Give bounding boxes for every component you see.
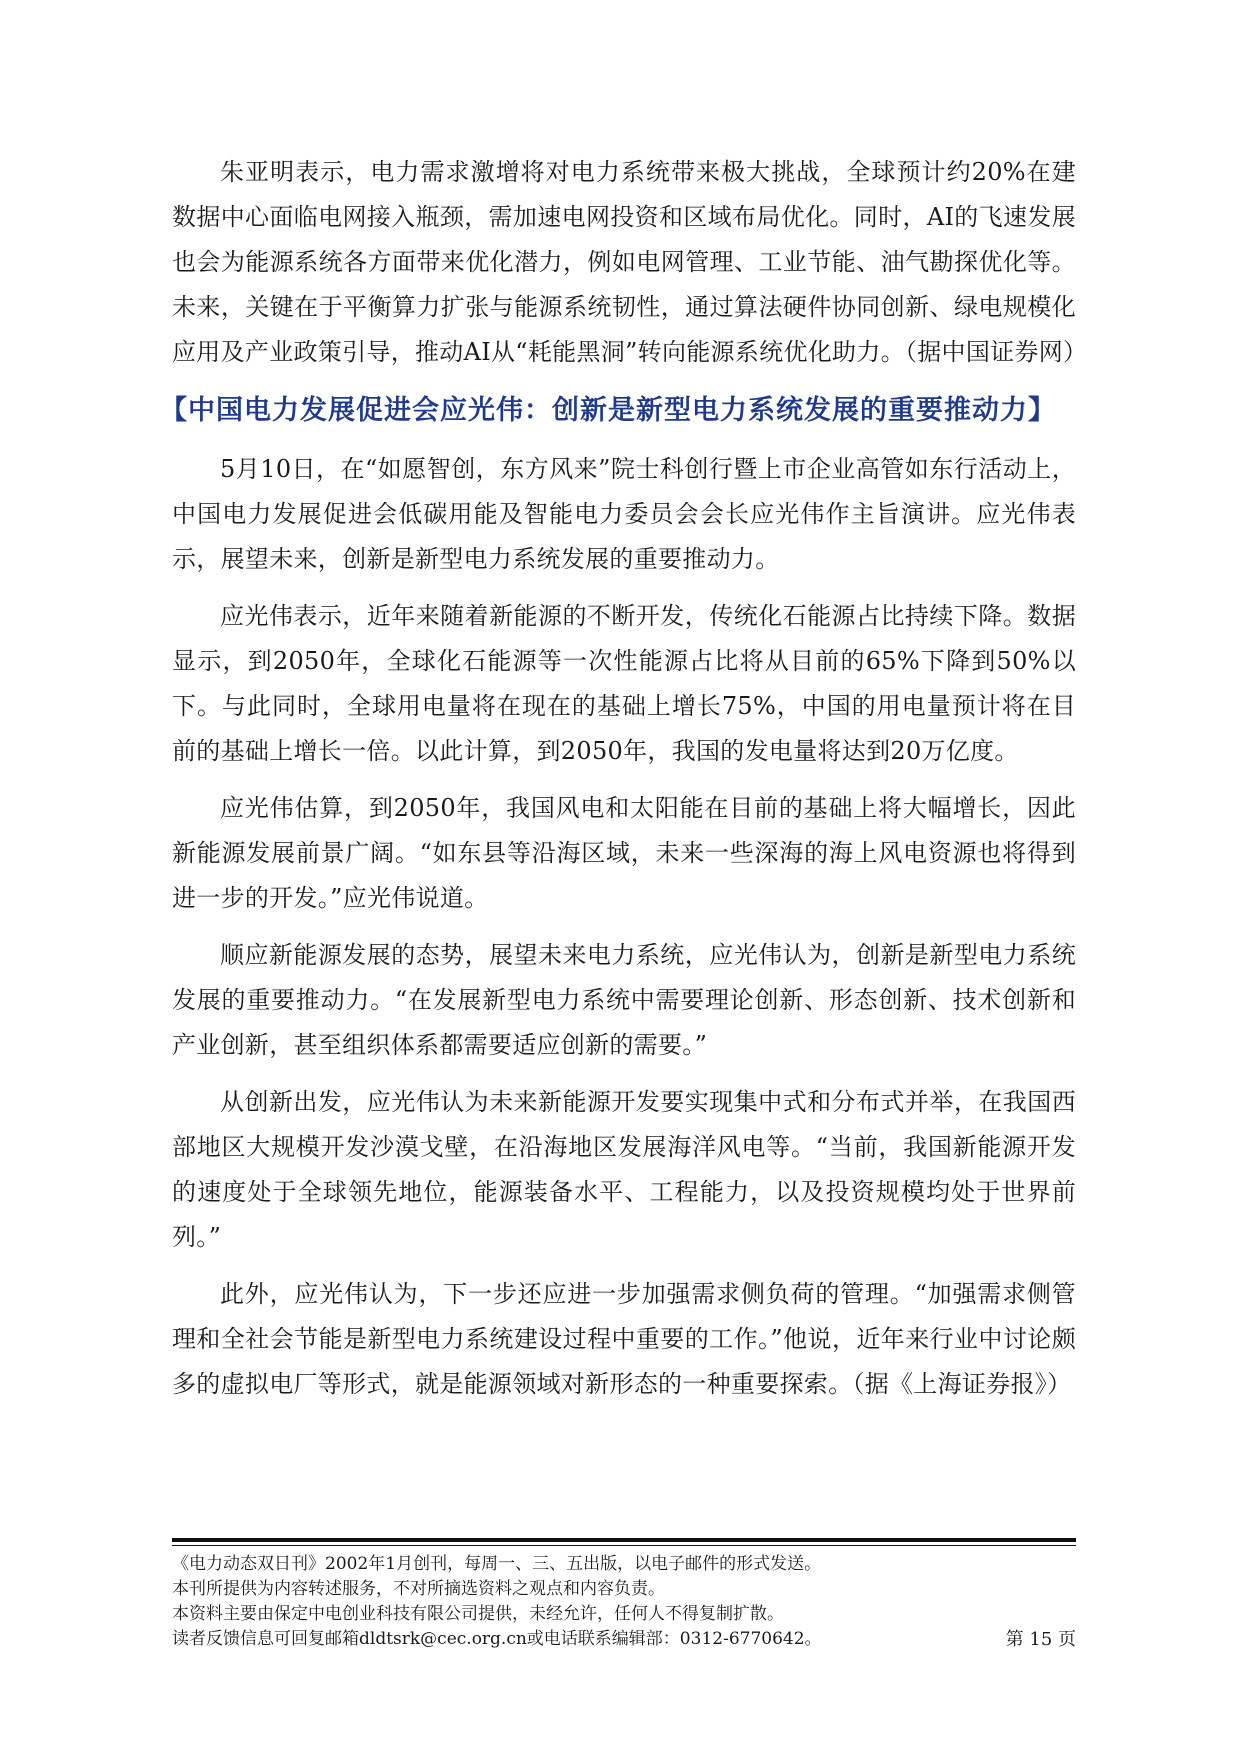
footer-divider-thick — [172, 1538, 1076, 1542]
article-paragraph-top: 朱亚明表示，电力需求激增将对电力系统带来极大挑战，全球预计约20%在建数据中心面临电网接入瓶颈，需加速电网投资和区域布局优化。同时，AI的飞速发展也会为能源系统各方面带来优化潜力，例如电网管理、工业节能、油气勘探优化等。未来，关键在于平衡算力扩张与能源系统韧性，通过算法硬件协同创新、绿电规模化应用及产业政策引导，推动AI从“耗能黑洞”转向能源系统优化助力。（据中国证券网） — [172, 158, 1088, 366]
section-heading: 【中国电力发展促进会应光伟：创新是新型电力系统发展的重要推动力】 — [160, 395, 1056, 426]
section-paragraph-6: 此外，应光伟认为，下一步还应进一步加强需求侧负荷的管理。“加强需求侧管理和全社会节能是新型电力系统建设过程中重要的工作。”他说，近年来行业中讨论颇多的虚拟电厂等形式，就是能源领域对新形态的一种重要探索。（据《上海证券报》） — [172, 1280, 1076, 1398]
footer-line-copyright: 本资料主要由保定中电创业科技有限公司提供，未经允许，任何人不得复制扩散。 — [172, 1604, 784, 1624]
page-number: 第 15 页 — [1005, 1629, 1076, 1650]
section-paragraph-3: 应光伟估算，到2050年，我国风电和太阳能在目前的基础上将大幅增长，因此新能源发展前景广阔。“如东县等沿海区域，未来一些深海的海上风电资源也将得到进一步的开发。”应光伟说道。 — [172, 794, 1076, 912]
footer-divider-thin — [172, 1545, 1076, 1546]
article-body — [160, 150, 1088, 1419]
section-paragraph-4: 顺应新能源发展的态势，展望未来电力系统，应光伟认为，创新是新型电力系统发展的重要推动力。“在发展新型电力系统中需要理论创新、形态创新、技术创新和产业创新，甚至组织体系都需要适应创新的需要。” — [172, 941, 1076, 1059]
section-paragraph-1: 5月10日，在“如愿智创，东方风来”院士科创行暨上市企业高管如东行活动上，中国电力发展促进会低碳用能及智能电力委员会会长应光伟作主旨演讲。应光伟表示，展望未来，创新是新型电力系统发展的重要推动力。 — [172, 455, 1076, 573]
footer-line-disclaimer: 本刊所提供为内容转述服务，不对所摘选资料之观点和内容负责。 — [172, 1579, 665, 1599]
footer-line-contact: 读者反馈信息可回复邮箱dldtsrk@cec.org.cn或电话联系编辑部：0312-6770642。 — [172, 1629, 822, 1649]
footer-notes — [172, 1552, 1076, 1652]
footer-line-publication: 《电力动态双日刊》2002年1月创刊，每周一、三、五出版，以电子邮件的形式发送。 — [172, 1554, 822, 1574]
section-paragraph-2: 应光伟表示，近年来随着新能源的不断开发，传统化石能源占比持续下降。数据显示，到2050年，全球化石能源等一次性能源占比将从目前的65%下降到50%以下。与此同时，全球用电量将在现在的基础上增长75%，中国的用电量预计将在目前的基础上增长一倍。以此计算，到2050年，我国的发电量将达到20万亿度。 — [172, 602, 1076, 765]
page-footer — [172, 1538, 1076, 1652]
section-paragraph-5: 从创新出发，应光伟认为未来新能源开发要实现集中式和分布式并举，在我国西部地区大规模开发沙漠戈壁，在沿海地区发展海洋风电等。“当前，我国新能源开发的速度处于全球领先地位，能源装备水平、工程能力，以及投资规模均处于世界前列。” — [172, 1088, 1076, 1251]
